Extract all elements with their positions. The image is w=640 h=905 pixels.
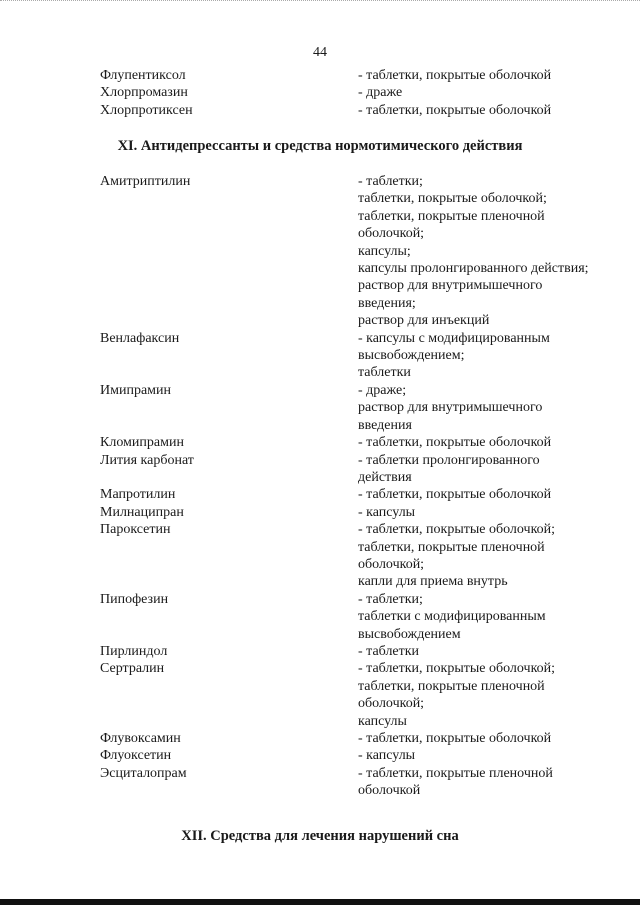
drug-row [100,434,620,451]
dosage-form-line: раствор для внутримышечного [358,400,543,416]
dosage-form-line: введения; [358,295,416,311]
drug-name: Мапротилин [100,487,176,503]
drug-row [100,382,620,434]
dosage-form-line: - таблетки, покрытые оболочкой; [358,522,556,538]
drug-row [100,643,620,660]
dosage-forms [358,486,620,503]
dosage-forms [358,730,620,747]
drug-name: Флувоксамин [100,731,181,746]
drug-list-top [100,67,620,119]
drug-row [100,521,620,591]
dosage-form-line: капсулы [358,713,407,729]
dosage-form-line: таблетки, покрытые пленочной [358,539,545,555]
dosage-forms [358,434,620,451]
dosage-forms [358,173,620,330]
dosage-forms [358,452,620,487]
dosage-form-line: оболочкой [358,783,421,799]
drug-name: Пипофезин [100,591,169,607]
dosage-form-line: капсулы; [358,243,411,259]
drug-name: Хлорпромазин [100,85,188,101]
drug-name: Имипрамин [100,382,172,398]
dosage-form-line: таблетки, покрытые пленочной [358,678,545,694]
drug-name: Милнаципран [100,504,184,520]
dosage-form-line: введения [358,417,412,433]
drug-row [100,730,620,747]
drug-name: Кломипрамин [100,435,184,451]
drug-row [100,660,620,730]
dosage-form-line: высвобождением [358,626,461,642]
dosage-forms [358,382,620,434]
dosage-form-line: раствор для внутримышечного [358,278,543,294]
dosage-forms [358,643,620,660]
dosage-form-line: таблетки, покрытые оболочкой; [358,191,547,207]
drug-list-antidepressants [100,173,620,800]
dosage-form-line: - таблетки, покрытые оболочкой [358,68,552,83]
dosage-form-line: - таблетки, покрытые оболочкой; [358,661,556,677]
drug-name: Флуоксетин [100,748,172,764]
dosage-forms [358,591,620,643]
dosage-form-line: - таблетки; [358,591,423,607]
dosage-form-line: таблетки [358,365,411,381]
drug-row [100,504,620,521]
dosage-form-line: раствор для инъекций [358,313,490,329]
drug-row [100,765,620,800]
drug-name: Амитриптилин [100,174,191,189]
dosage-forms [358,67,620,84]
dosage-forms [358,765,620,800]
dosage-form-line: - капсулы [358,504,416,520]
dosage-form-line: таблетки, покрытые пленочной [358,208,545,224]
dosage-forms [358,521,620,591]
dosage-forms [358,102,620,119]
dosage-form-line: - таблетки, покрытые оболочкой [358,731,552,746]
dosage-forms [358,660,620,730]
drug-name: Лития карбонат [100,452,194,468]
dosage-form-line: - таблетки, покрытые пленочной [358,765,553,781]
dosage-form-line: - таблетки [358,643,420,659]
dosage-form-line: - таблетки, покрытые оболочкой [358,487,552,503]
dosage-forms [358,84,620,101]
drug-row [100,591,620,643]
dosage-form-line: действия [358,469,412,485]
dosage-form-line: оболочкой; [358,696,425,712]
scan-bottom-edge [0,899,640,905]
drug-name: Венлафаксин [100,330,180,346]
drug-row [100,486,620,503]
drug-row [100,330,620,382]
dosage-form-line: капсулы пролонгированного действия; [358,261,589,277]
dosage-form-line: высвобождением; [358,348,465,364]
section-xi-heading: XI. Антидепрессанты и средства нормотимического действия [117,138,523,154]
dosage-form-line: оболочкой; [358,226,425,242]
drug-name: Хлорпротиксен [100,102,193,118]
drug-row [100,67,620,84]
dosage-form-line: - таблетки, покрытые оболочкой [358,102,552,118]
drug-row [100,452,620,487]
dosage-form-line: - драже [358,85,403,101]
dosage-form-line: - капсулы с модифицированным [358,330,550,346]
dosage-form-line: - драже; [358,382,407,398]
drug-name: Сертралин [100,661,165,677]
drug-row [100,102,620,119]
page-number: 44 [313,45,327,60]
dosage-form-line: - таблетки; [358,174,423,189]
dosage-form-line: таблетки с модифицированным [358,609,546,625]
drug-row [100,173,620,330]
drug-name: Пароксетин [100,522,171,538]
dosage-forms [358,504,620,521]
dosage-form-line: - таблетки пролонгированного [358,452,540,468]
scan-top-edge [0,0,640,3]
drug-row [100,747,620,764]
dosage-form-line: оболочкой; [358,556,425,572]
dosage-forms [358,747,620,764]
dosage-form-line: - таблетки, покрытые оболочкой [358,435,552,451]
drug-name: Флупентиксол [100,68,186,83]
drug-name: Эсциталопрам [100,765,187,781]
dosage-form-line: - капсулы [358,748,416,764]
dosage-form-line: капли для приема внутрь [358,574,508,590]
dosage-forms [358,330,620,382]
drug-row [100,84,620,101]
drug-name: Пирлиндол [100,643,168,659]
section-xii-heading: XII. Средства для лечения нарушений сна [181,828,459,844]
